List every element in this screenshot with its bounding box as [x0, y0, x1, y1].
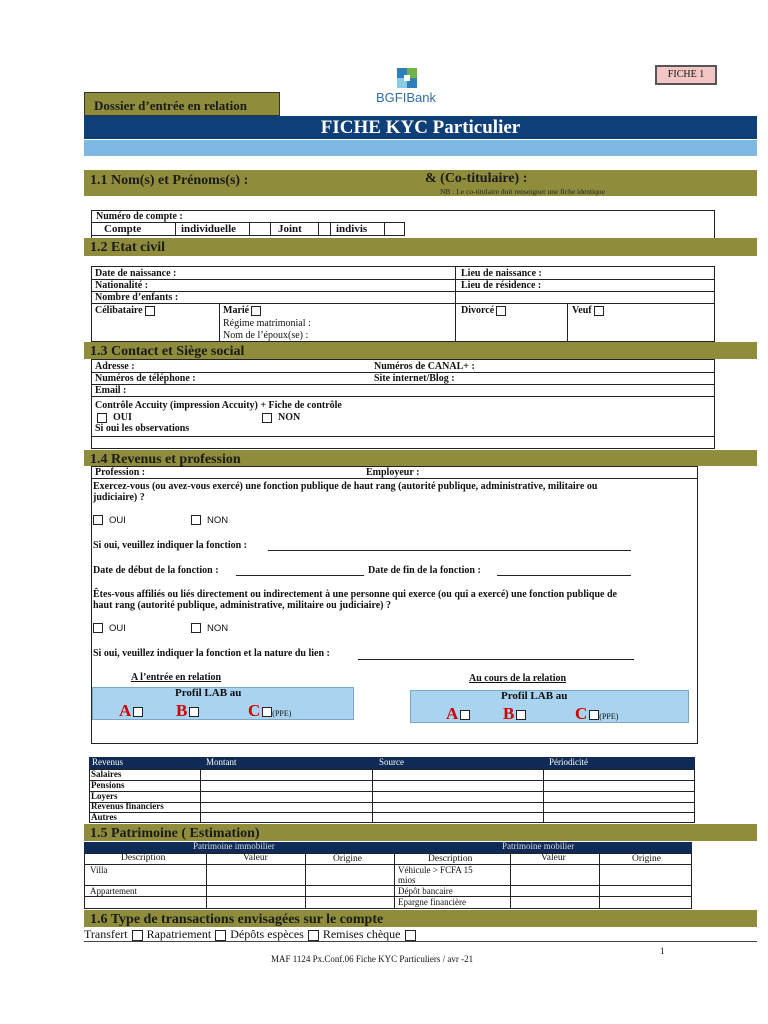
profil-entree-a-checkbox[interactable]: [133, 707, 143, 717]
profession-label: Profession :: [95, 467, 146, 478]
controle-oui-option[interactable]: OUI: [97, 412, 132, 423]
patrimoine-col-valeur-2: Valeur: [541, 853, 566, 863]
q2-non-checkbox[interactable]: [191, 623, 201, 633]
marie-checkbox[interactable]: [251, 306, 261, 316]
celibataire-checkbox[interactable]: [145, 306, 155, 316]
fonction-lien-label: Si oui, veuillez indiquer la fonction et la nature du lien :: [93, 648, 330, 659]
depots-especes-option[interactable]: Dépôts espèces: [230, 927, 323, 941]
fiche-badge: FICHE 1: [655, 65, 717, 85]
dossier-tab: Dossier d’entrée en relation: [84, 92, 280, 116]
footer-ref: MAF 1124 Px.Conf.06 Fiche KYC Particuliers / avr -21: [271, 954, 474, 964]
table-row: mios: [398, 875, 416, 885]
account-type-joint: Joint: [278, 223, 302, 235]
page-number: 1: [660, 946, 665, 956]
table-row: Loyers: [91, 791, 118, 801]
brand-text: BGFIBank: [376, 90, 436, 105]
section-1-3-header: 1.3 Contact et Siège social: [84, 342, 757, 359]
transaction-options: [84, 927, 420, 941]
q1-oui-option[interactable]: OUI: [93, 515, 126, 526]
canal-label: Numéros de CANAL+ :: [374, 361, 475, 372]
profil-entree-title: Profil LAB au: [175, 687, 242, 699]
cours-relation-label: Au cours de la relation: [469, 673, 567, 684]
title-underbar: [84, 140, 757, 156]
patrimoine-table: [84, 853, 692, 909]
revenus-col-montant: Montant: [206, 757, 237, 767]
q1-non-checkbox[interactable]: [191, 515, 201, 525]
cotitulaire-note: NB : Le co-titulaire doit renseigner une fiche identique: [440, 187, 605, 196]
section-1-2-header: 1.2 Etat civil: [84, 238, 757, 256]
profil-entree-b[interactable]: B: [176, 701, 199, 721]
revenus-col-source: Source: [379, 757, 404, 767]
profil-entree-b-checkbox[interactable]: [189, 707, 199, 717]
table-row: Revenus financiers: [91, 801, 164, 811]
observations-label: Si oui les observations: [95, 423, 190, 434]
transfert-checkbox[interactable]: [132, 930, 143, 941]
bottom-rule: [84, 941, 757, 942]
patrimoine-col-description: Description: [121, 853, 166, 863]
table-row: Pensions: [91, 780, 125, 790]
fonction-lien-line[interactable]: [358, 659, 634, 660]
bgfi-logo-icon: [397, 68, 417, 88]
profil-cours-c-checkbox[interactable]: [589, 710, 599, 720]
question-affiliation-cont: haut rang (autorité publique, administrative, militaire ou judiciaire) ?: [93, 600, 391, 611]
profil-entree-c[interactable]: C (PPE): [248, 701, 292, 720]
controle-non-option[interactable]: NON: [262, 412, 300, 423]
veuf-checkbox[interactable]: [594, 306, 604, 316]
controle-oui-checkbox[interactable]: [97, 413, 107, 423]
celibataire-option[interactable]: Célibataire: [95, 305, 155, 316]
rapatriement-checkbox[interactable]: [215, 930, 226, 941]
bgfi-logo: [397, 68, 417, 88]
page-title: FICHE KYC Particulier: [320, 117, 521, 138]
entree-relation-label: A l’entrée en relation: [131, 672, 222, 683]
nom-epoux-label: Nom de l’époux(se) :: [223, 330, 309, 341]
patrimoine-col-origine-2: Origine: [632, 854, 662, 864]
employeur-label: Employeur :: [366, 467, 420, 478]
date-fin-line[interactable]: [497, 575, 631, 576]
profil-cours-a[interactable]: A: [446, 704, 470, 724]
marie-option[interactable]: Marié: [223, 305, 261, 316]
controle-non-checkbox[interactable]: [262, 413, 272, 423]
profil-cours-title: Profil LAB au: [501, 690, 568, 702]
profil-cours-c[interactable]: C (PPE): [575, 704, 619, 723]
date-naissance-label: Date de naissance :: [95, 268, 177, 279]
fonction-line[interactable]: [268, 550, 631, 551]
q2-oui-checkbox[interactable]: [93, 623, 103, 633]
table-row: Dépôt bancaire: [398, 886, 453, 896]
profil-entree-c-checkbox[interactable]: [262, 707, 272, 717]
patrimoine-header: [84, 842, 692, 853]
revenus-table: [89, 769, 695, 823]
q2-oui-option[interactable]: OUI: [93, 623, 126, 634]
remises-cheque-checkbox[interactable]: [405, 930, 416, 941]
site-label: Site internet/Blog :: [374, 373, 455, 384]
etat-civil-box: [91, 266, 715, 342]
section-1-6-header: 1.6 Type de transactions envisagées sur le compte: [84, 910, 757, 927]
date-debut-label: Date de début de la fonction :: [93, 565, 219, 576]
table-row: Salaires: [91, 769, 122, 779]
nombre-enfants-label: Nombre d’enfants :: [95, 292, 179, 303]
q1-oui-checkbox[interactable]: [93, 515, 103, 525]
rapatriement-option[interactable]: Rapatriement: [147, 927, 231, 941]
question-fonction-publique-cont: judiciaire) ?: [93, 492, 145, 503]
email-label: Email :: [95, 385, 127, 396]
table-row: Villa: [90, 865, 108, 875]
q2-non-option[interactable]: NON: [191, 623, 228, 634]
fonction-label: Si oui, veuillez indiquer la fonction :: [93, 540, 247, 551]
veuf-option[interactable]: Veuf: [572, 305, 604, 316]
patrimoine-col-description-2: Description: [428, 854, 473, 864]
regime-label: Régime matrimonial :: [223, 318, 311, 329]
divorce-option[interactable]: Divorcé: [461, 305, 506, 316]
account-type-indivis: indivis: [336, 223, 368, 235]
section-1-1-header: 1.1 Nom(s) et Prénoms(s) :: [84, 170, 757, 196]
lieu-residence-label: Lieu de résidence :: [461, 280, 542, 291]
patrimoine-mobilier-label: Patrimoine mobilier: [502, 841, 575, 851]
profil-cours-b[interactable]: B: [503, 704, 526, 724]
profil-cours-a-checkbox[interactable]: [460, 710, 470, 720]
revenus-col-revenus: Revenus: [92, 757, 123, 767]
adresse-label: Adresse :: [95, 361, 135, 372]
profil-entree-a[interactable]: A: [119, 701, 143, 721]
patrimoine-immobilier-label: Patrimoine immobilier: [193, 841, 275, 851]
table-row: Autres: [91, 812, 117, 822]
nationalite-label: Nationalité :: [95, 280, 149, 291]
numero-compte-label: Numéro de compte :: [96, 211, 183, 222]
transfert-option[interactable]: Transfert: [84, 927, 147, 941]
patrimoine-col-origine: Origine: [333, 854, 363, 864]
section-1-5-header: 1.5 Patrimoine ( Estimation): [84, 824, 757, 841]
profil-cours-b-checkbox[interactable]: [516, 710, 526, 720]
revenus-col-periodicite: Périodicité: [549, 757, 588, 767]
cotitulaire-label: & (Co-titulaire) :: [425, 171, 528, 186]
table-row: Appartement: [90, 886, 137, 896]
question-affiliation: Êtes-vous affiliés ou liés directement ou indirectement à une personne qui exerce (ou qui a exercé) une fonction publique de: [93, 589, 617, 600]
question-fonction-publique: Exercez-vous (ou avez-vous exercé) une fonction publique de haut rang (autorité publique, administrative, militaire ou: [93, 481, 598, 492]
section-1-4-header: 1.4 Revenus et profession: [84, 450, 757, 466]
table-row: Epargne financière: [398, 897, 467, 907]
telephone-label: Numéros de téléphone :: [95, 373, 196, 384]
lieu-naissance-label: Lieu de naissance :: [461, 268, 542, 279]
patrimoine-col-valeur: Valeur: [243, 853, 268, 863]
date-debut-line[interactable]: [236, 575, 364, 576]
depots-especes-checkbox[interactable]: [308, 930, 319, 941]
divorce-checkbox[interactable]: [496, 306, 506, 316]
q1-non-option[interactable]: NON: [191, 515, 228, 526]
date-fin-label: Date de fin de la fonction :: [368, 565, 481, 576]
account-type-compte: Compte: [104, 223, 142, 235]
controle-label: Contrôle Accuity (impression Accuity) + Fiche de contrôle: [95, 400, 342, 411]
remises-cheque-option[interactable]: Remises chèque: [323, 927, 420, 941]
account-type-individuelle: individuelle: [181, 223, 237, 235]
table-row: Véhicule > FCFA 15: [398, 865, 473, 875]
